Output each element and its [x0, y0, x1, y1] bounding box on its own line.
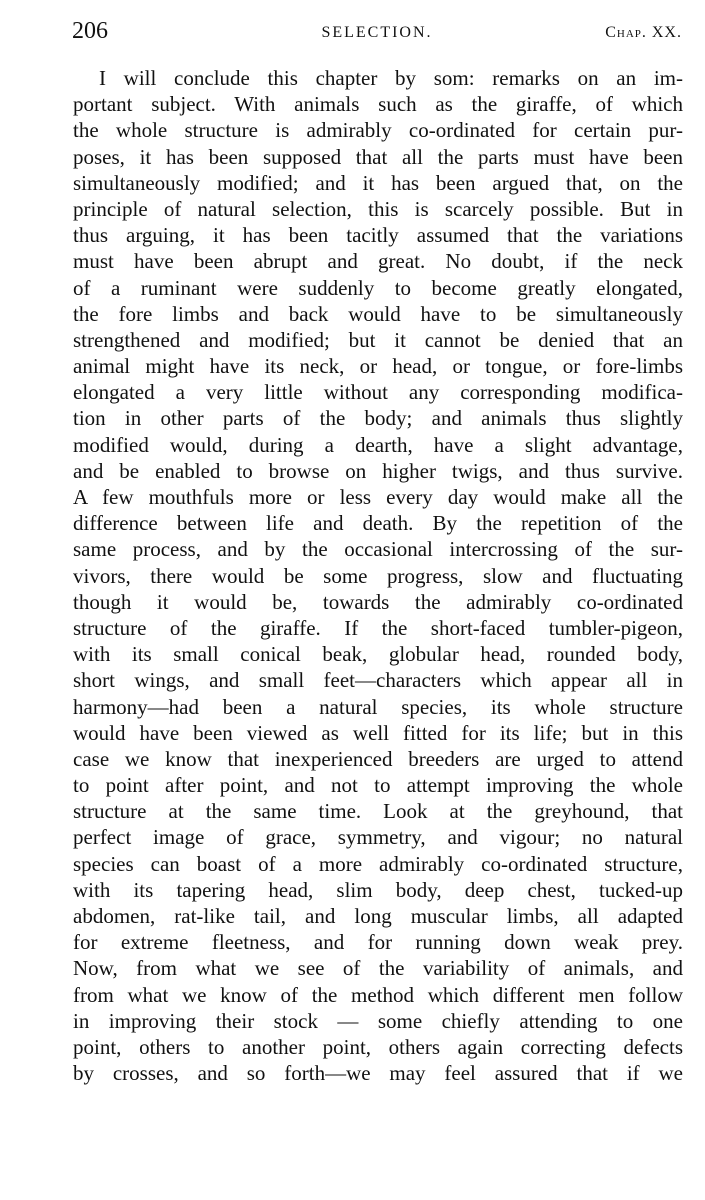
text-line: point, others to another point, others again correcting defects — [73, 1034, 683, 1059]
text-line: tion in other parts of the body; and animals thus slightly — [73, 406, 683, 431]
text-line: the fore limbs and back would have to be simultaneously — [73, 301, 683, 326]
text-line: species can boast of a more admirably co-ordinated structure, — [73, 851, 683, 876]
text-line: strengthened and modified; but it cannot be denied that an — [73, 327, 683, 352]
text-line: for extreme fleetness, and for running down weak prey. — [73, 930, 683, 955]
text-line: simultaneously modified; and it has been argued that, on the — [73, 170, 683, 195]
body-paragraph — [73, 65, 683, 1086]
text-line: to point after point, and not to attempt improving the whole — [73, 773, 683, 798]
text-line: in improving their stock — some chiefly attending to one — [73, 1008, 683, 1033]
text-line: harmony—had been a natural species, its whole structure — [73, 694, 683, 719]
text-line: must have been abrupt and great. No doubt, if the neck — [73, 249, 683, 274]
text-line: case we know that inexperienced breeders are urged to attend — [73, 746, 683, 771]
text-line: abdomen, rat-like tail, and long muscular limbs, all adapted — [73, 904, 683, 928]
text-line: Now, from what we see of the variability of animals, and — [73, 956, 683, 981]
text-line: thus arguing, it has been tacitly assumed that the variations — [73, 223, 683, 248]
text-line: structure of the giraffe. If the short-faced tumbler-pigeon, — [73, 615, 683, 640]
text-line: structure at the same time. Look at the greyhound, that — [73, 799, 683, 824]
running-title: SELECTION. — [321, 24, 433, 41]
text-line: and be enabled to browse on higher twigs, and thus survive. — [73, 458, 683, 483]
page-number: 206 — [72, 18, 108, 44]
text-line: same process, and by the occasional intercrossing of the sur- — [73, 537, 683, 562]
text-line: with its tapering head, slim body, deep chest, tucked-up — [73, 877, 683, 902]
text-line: vivors, there would be some progress, slow and fluctuating — [73, 563, 683, 588]
text-line: would have been viewed as well fitted for its life; but in this — [73, 720, 683, 745]
text-line: principle of natural selection, this is scarcely possible. But in — [73, 196, 683, 221]
text-line: animal might have its neck, or head, or tongue, or fore-limbs — [73, 354, 683, 379]
text-line: poses, it has been supposed that all the parts must have been — [73, 144, 683, 169]
text-line: by crosses, and so forth—we may feel assured that if we — [73, 1061, 683, 1086]
text-line: with its small conical beak, globular head, rounded body, — [73, 642, 683, 667]
text-line: elongated a very little without any corresponding modifica- — [73, 380, 683, 405]
text-line: difference between life and death. By the repetition of the — [73, 511, 683, 536]
text-line: of a ruminant were suddenly to become greatly elongated, — [73, 275, 683, 300]
text-line: short wings, and small feet—characters which appear all in — [73, 668, 683, 693]
text-line: the whole structure is admirably co-ordinated for certain pur- — [73, 118, 683, 143]
text-line: I will conclude this chapter by som: remarks on an im- — [99, 66, 683, 90]
text-line: A few mouthfuls more or less every day would make all the — [73, 485, 683, 509]
text-line: modified would, during a dearth, have a slight advantage, — [73, 432, 683, 457]
chapter-label: Chap. XX. — [605, 24, 682, 41]
text-line: though it would be, towards the admirably co-ordinated — [73, 589, 683, 614]
text-line: portant subject. With animals such as the giraffe, of which — [73, 92, 683, 117]
text-line: from what we know of the method which different men follow — [73, 982, 683, 1007]
running-head — [72, 14, 682, 48]
text-line: perfect image of grace, symmetry, and vigour; no natural — [73, 825, 683, 850]
